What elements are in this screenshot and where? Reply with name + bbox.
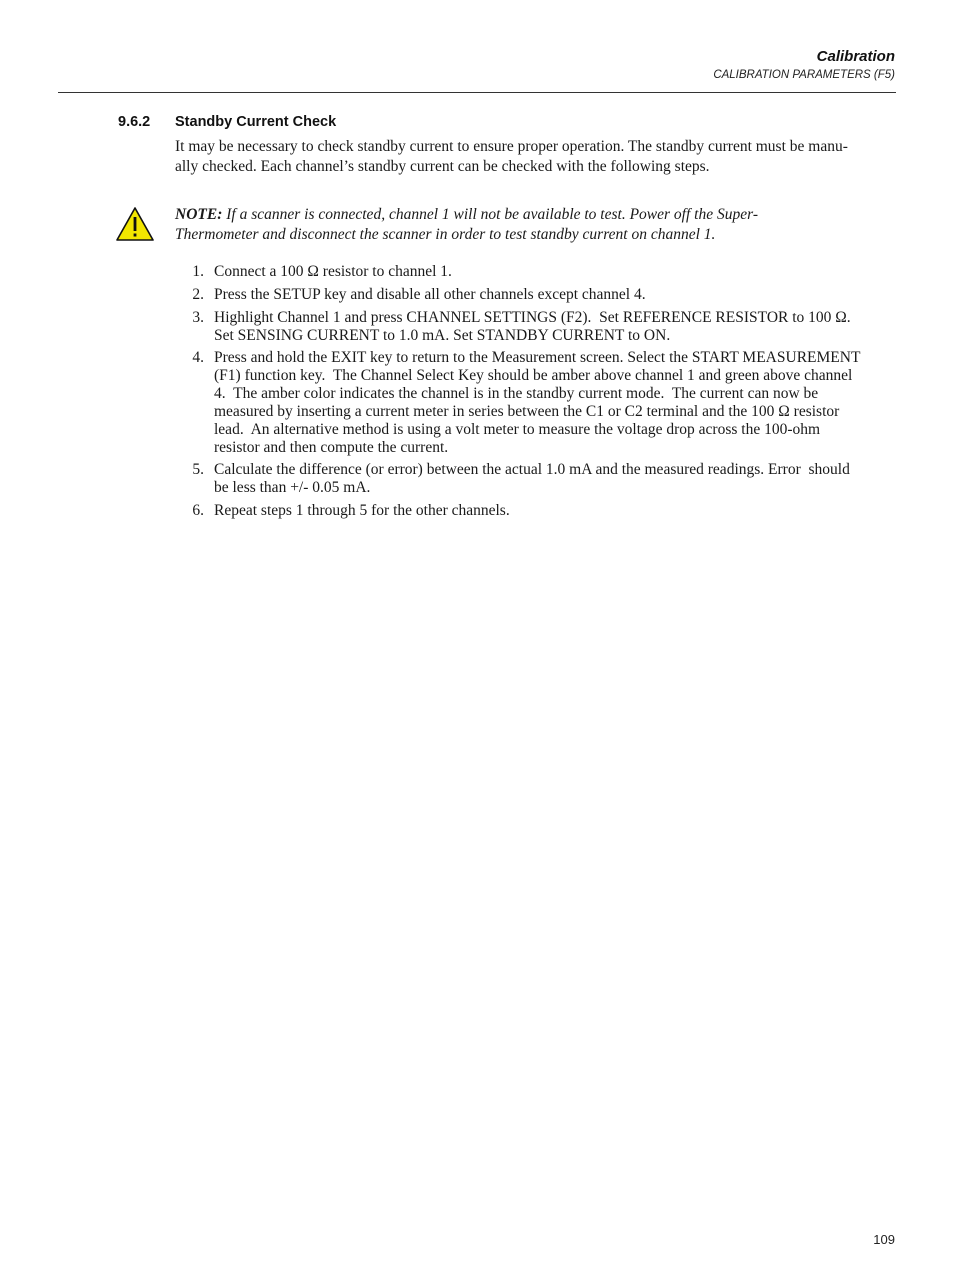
step-text: be less than +/- 0.05 mA. [214,479,371,496]
step-text: lead. An alternative method is using a volt meter to measure the voltage drop across the 100-ohm [214,421,821,438]
step-text: Press the SETUP key and disable all other channels except channel 4. [214,286,646,303]
step-text: Highlight Channel 1 and press CHANNEL SETTINGS (F2). Set REFERENCE RESISTOR to 100 Ω. [214,309,851,326]
section-number: 9.6.2 [118,114,151,130]
note-text: If a scanner is connected, channel 1 will not be available to test. Power off the Super- [222,206,758,223]
running-header-chapter: Calibration [816,48,895,65]
step-number: 3. [192,309,204,326]
note-line [175,206,758,224]
note-label: NOTE: [175,206,223,223]
step-number: 5. [192,461,204,478]
intro-line: ally checked. Each channel’s standby current can be checked with the following steps. [175,158,710,175]
step-text: Set SENSING CURRENT to 1.0 mA. Set STANDBY CURRENT to ON. [214,327,671,344]
step-number: 6. [192,502,204,519]
step-text: Press and hold the EXIT key to return to the Measurement screen. Select the START MEASUREMENT [214,349,861,366]
step-text: measured by inserting a current meter in series between the C1 or C2 terminal and the 100 Ω resistor [214,403,840,420]
step-text: resistor and then compute the current. [214,439,449,456]
step-text: Repeat steps 1 through 5 for the other channels. [214,502,510,519]
section-title: Standby Current Check [175,114,337,130]
step-text: Connect a 100 Ω resistor to channel 1. [214,263,452,280]
step-number: 2. [192,286,204,303]
header-divider [58,92,896,93]
step-text: Calculate the difference (or error) between the actual 1.0 mA and the measured readings. Error should [214,461,850,478]
step-number: 4. [192,349,204,366]
step-text: 4. The amber color indicates the channel is in the standby current mode. The current can now be [214,385,819,402]
intro-line: It may be necessary to check standby current to ensure proper operation. The standby current must be manu- [175,138,848,155]
step-text: (F1) function key. The Channel Select Key should be amber above channel 1 and green above channel [214,367,853,384]
note-line: Thermometer and disconnect the scanner in order to test standby current on channel 1. [175,226,716,243]
step-number: 1. [192,263,204,280]
page-number: 109 [873,1232,895,1247]
warning-triangle-icon [115,206,155,242]
running-header-section: CALIBRATION PARAMETERS (F5) [713,69,895,81]
